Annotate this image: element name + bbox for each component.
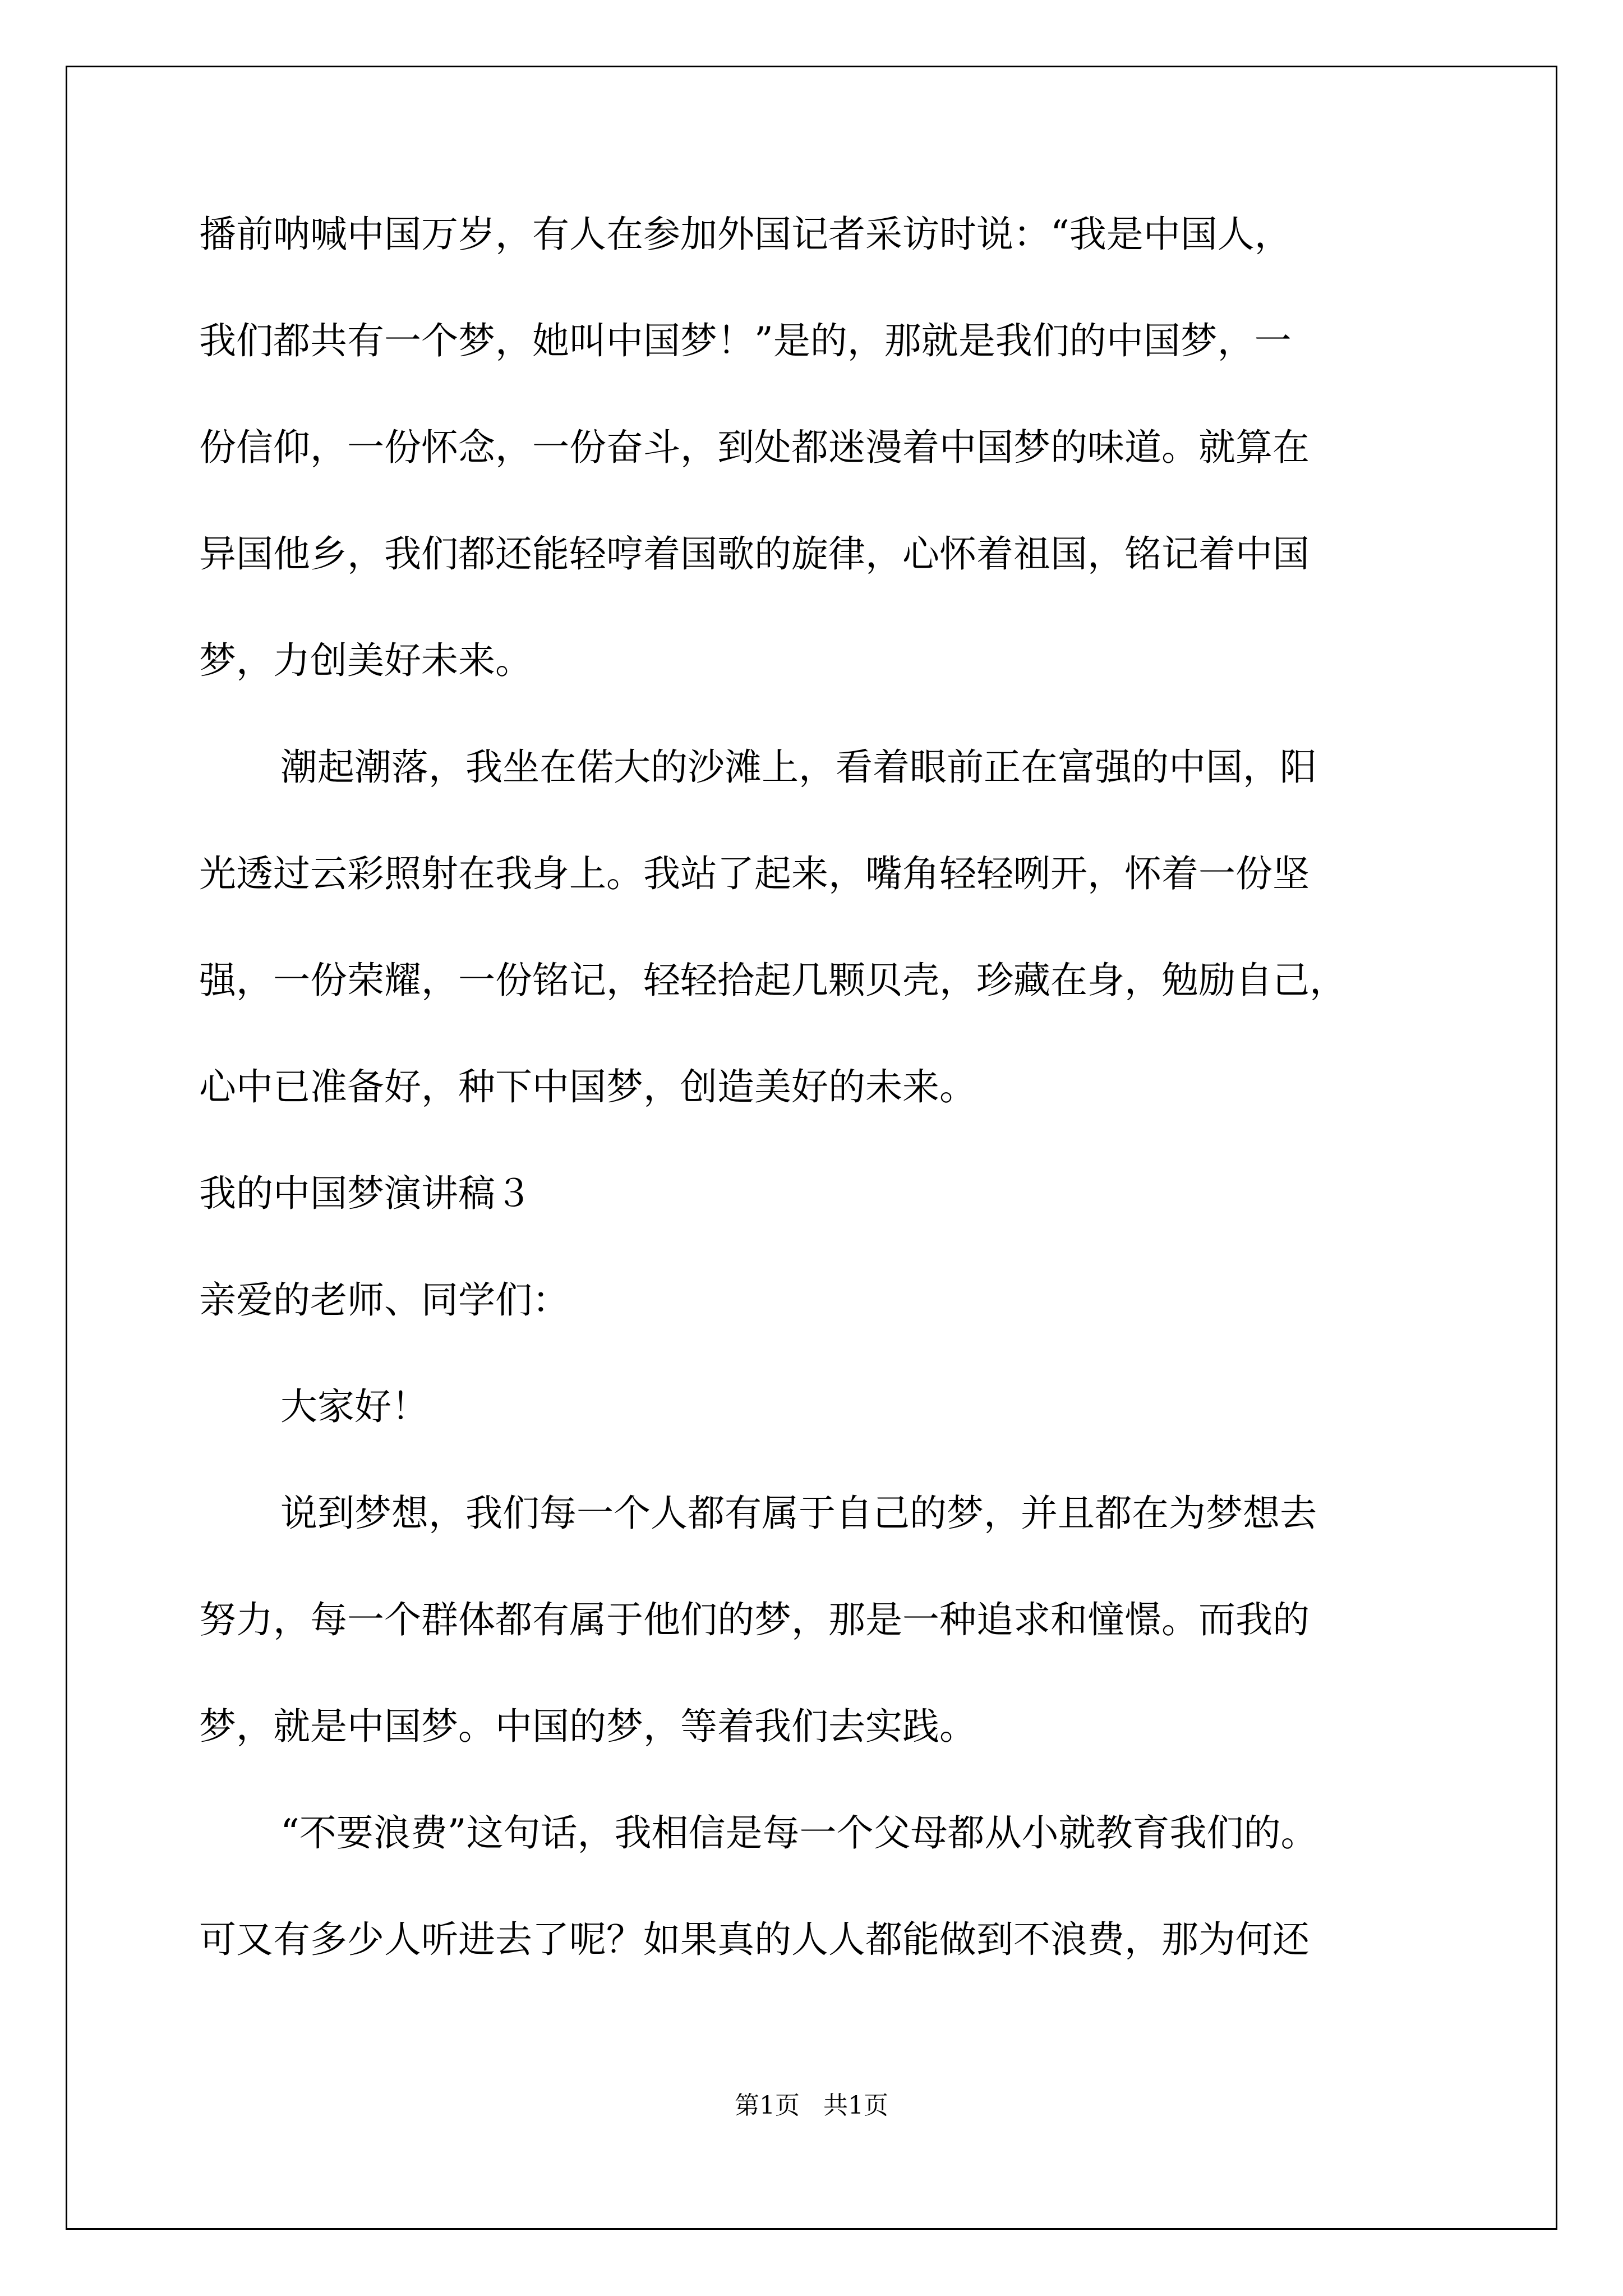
section-heading: 我的中国梦演讲稿３ bbox=[199, 1172, 532, 1215]
body-line-6: 潮起潮落，我坐在偌大的沙滩上，看着眼前正在富强的中国，阳 bbox=[280, 746, 1317, 789]
body-line-5: 梦，力创美好未来。 bbox=[199, 639, 532, 682]
body-line-2: 我们都共有一个梦，她叫中国梦！”是的，那就是我们的中国梦，一 bbox=[199, 319, 1292, 362]
salutation: 亲爱的老师、同学们： bbox=[199, 1278, 569, 1322]
greeting: 大家好！ bbox=[280, 1385, 428, 1428]
body-line-15: 梦，就是中国梦。中国的梦，等着我们去实践。 bbox=[199, 1705, 976, 1748]
page-border bbox=[66, 66, 1557, 2230]
body-line-7: 光透过云彩照射在我身上。我站了起来，嘴角轻轻咧开，怀着一份坚 bbox=[199, 852, 1310, 895]
body-line-3: 份信仰，一份怀念，一份奋斗，到处都迷漫着中国梦的味道。就算在 bbox=[199, 426, 1310, 469]
page-footer: 第1页 共1页 bbox=[735, 2091, 888, 2120]
body-line-16: “不要浪费”这句话，我相信是每一个父母都从小就教育我们的。 bbox=[280, 1811, 1318, 1855]
body-line-17: 可又有多少人听进去了呢？如果真的人人都能做到不浪费，那为何还 bbox=[199, 1918, 1310, 1961]
body-line-14: 努力，每一个群体都有属于他们的梦，那是一种追求和憧憬。而我的 bbox=[199, 1598, 1310, 1641]
body-line-8: 强，一份荣耀，一份铭记，轻轻拾起几颗贝壳，珍藏在身，勉励自己， bbox=[199, 959, 1347, 1002]
body-line-4: 异国他乡，我们都还能轻哼着国歌的旋律，心怀着祖国，铭记着中国 bbox=[199, 532, 1310, 576]
body-line-1: 播前呐喊中国万岁，有人在参加外国记者采访时说：“我是中国人， bbox=[199, 213, 1292, 256]
body-line-9: 心中已准备好，种下中国梦，创造美好的未来。 bbox=[199, 1065, 976, 1108]
body-line-13: 说到梦想，我们每一个人都有属于自己的梦，并且都在为梦想去 bbox=[280, 1492, 1317, 1535]
